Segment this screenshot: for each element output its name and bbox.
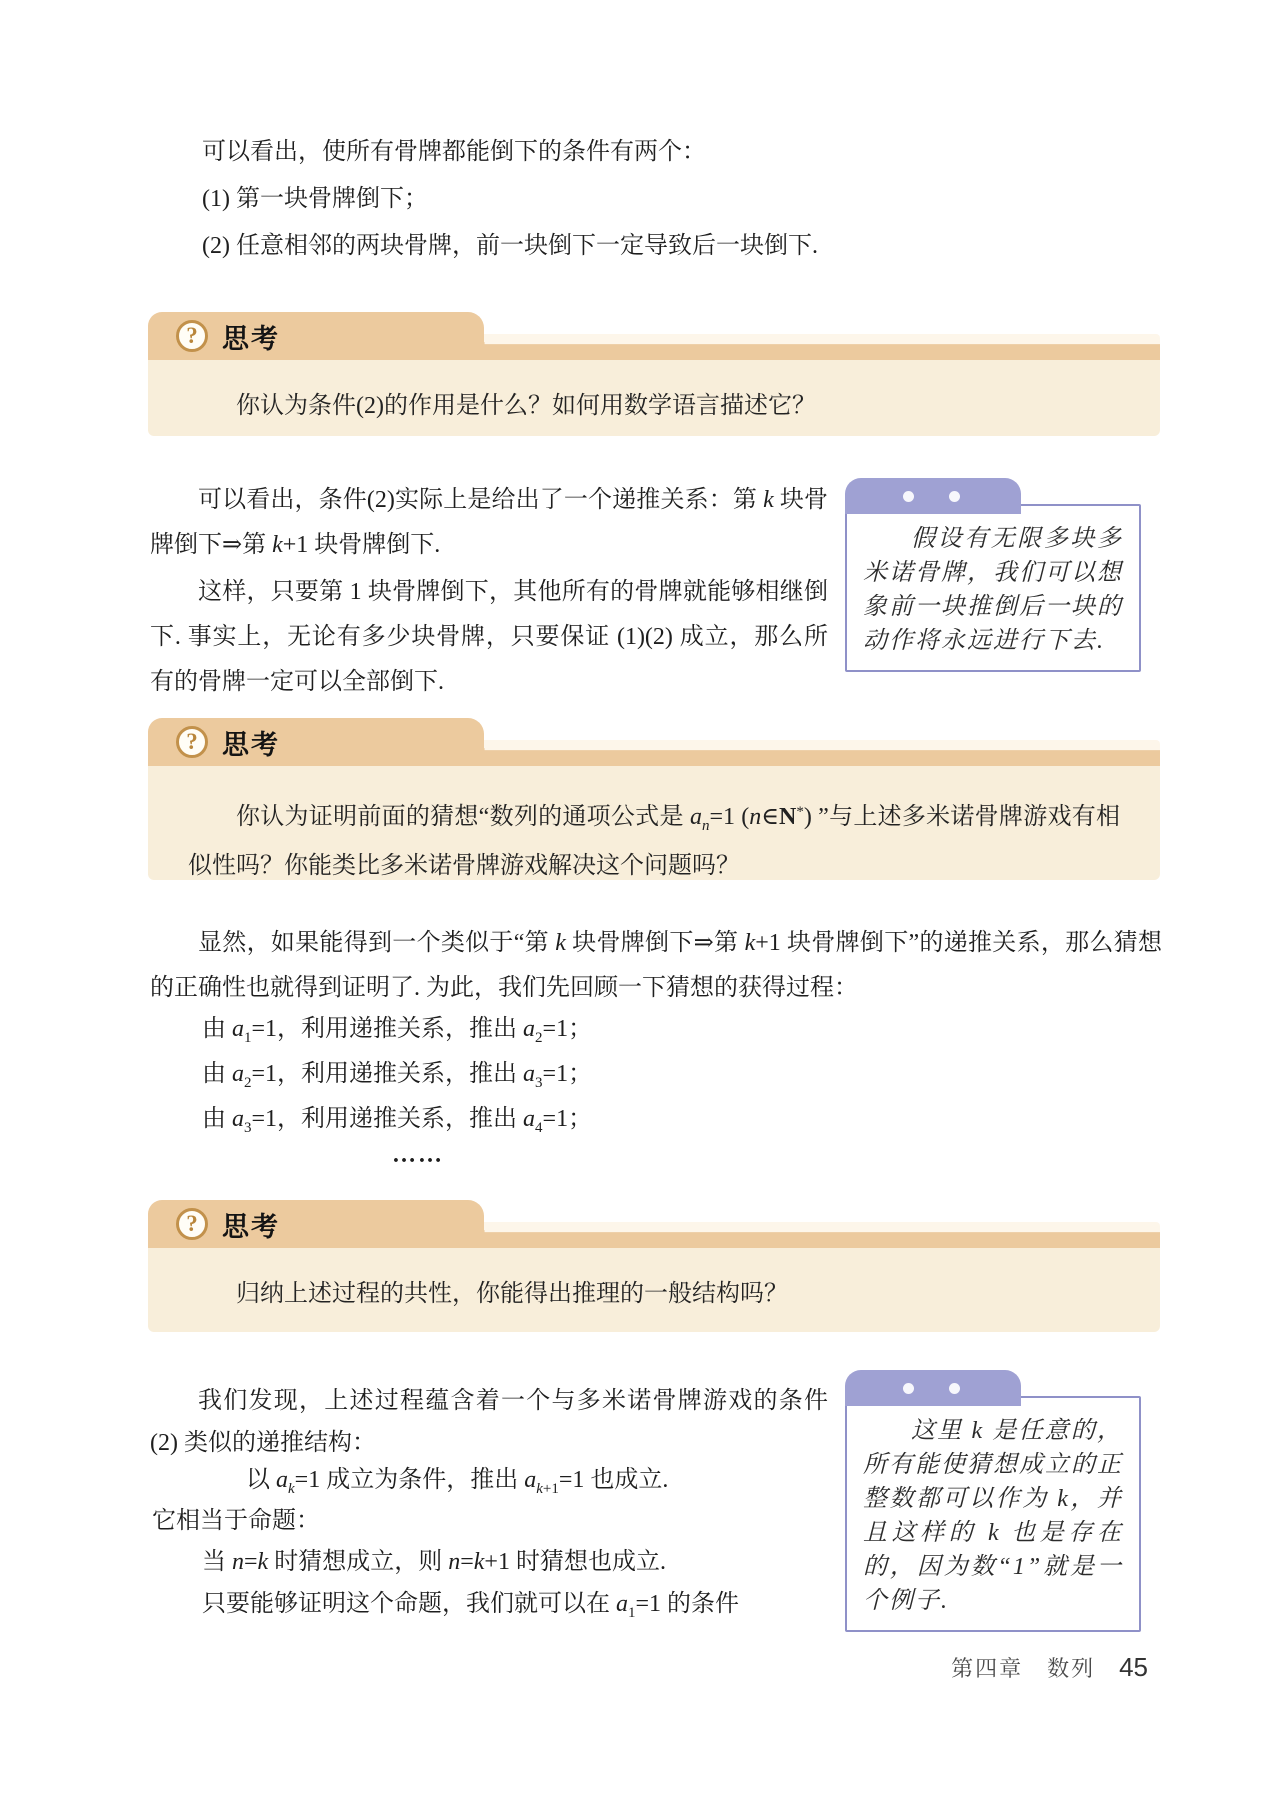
question-mark-icon: ?	[176, 320, 208, 352]
paragraph-all-fall: 这样，只要第 1 块骨牌倒下，其他所有的骨牌就能够相继倒下. 事实上，无论有多少块骨牌，只要保证 (1)(2) 成立，那么所有的骨牌一定可以全部倒下.	[150, 579, 828, 695]
think-label: 思考	[222, 323, 280, 354]
think-box-2	[148, 718, 1160, 880]
think-tab	[148, 718, 484, 766]
intro-line: 可以看出，使所有骨牌都能倒下的条件有两个：	[202, 139, 706, 165]
derivation-step-3: 由 $a_3=1$，利用递推关系，推出 $a_4=1$；	[202, 1106, 593, 1136]
think-box-3	[148, 1200, 1160, 1332]
side-note-text: 这里 k 是任意的，所有能使猜想成立的正整数都可以作为 k，并且这样的 k 也是存在的，因为数“1”就是一个例子.	[845, 1396, 1141, 1632]
think-box-header	[148, 718, 1160, 766]
think-tab	[148, 312, 484, 360]
question-mark-icon: ?	[176, 726, 208, 758]
note-binding-tab	[845, 1370, 1021, 1406]
recurrence-statement: 以 $a_k=1$ 成立为条件，推出 $a_{k+1}=1$ 也成立.	[246, 1467, 669, 1497]
question-mark-icon: ?	[176, 1208, 208, 1240]
think-box-header	[148, 1200, 1160, 1248]
paragraph-recurrence: 可以看出，条件(2)实际上是给出了一个递推关系：第 k 块骨牌倒下⇒第 k+1 块骨牌倒下.	[150, 487, 829, 558]
think-question: 归纳上述过程的共性，你能得出推理的一般结构吗？	[148, 1248, 1160, 1332]
induction-proposition: 当 n=k 时猜想成立，则 n=k+1 时猜想也成立.	[202, 1549, 666, 1575]
think-label: 思考	[222, 1211, 280, 1242]
footer-chapter-title: 第四章 数列	[951, 1656, 1096, 1681]
condition-item-2: (2) 任意相邻的两块骨牌，前一块倒下一定导致后一块倒下.	[202, 233, 818, 259]
derivation-step-1: 由 $a_1=1$，利用递推关系，推出 $a_2=1$；	[202, 1016, 593, 1046]
side-note-1	[845, 478, 1141, 672]
note-dot-icon	[949, 491, 960, 502]
think-box-1	[148, 312, 1160, 436]
think-tab	[148, 1200, 484, 1248]
note-binding-tab	[845, 478, 1021, 514]
paragraph-proof-idea: 显然，如果能得到一个类似于“第 k 块骨牌倒下⇒第 k+1 块骨牌倒下”的递推关系，那么猜想的正确性也就得到证明了. 为此，我们先回顾一下猜想的获得过程：	[150, 930, 1163, 1001]
think-question: 你认为证明前面的猜想“数列的通项公式是 $a_n=1$ (n∈N*) ”与上述多米诺骨牌游戏有相似性吗？你能类比多米诺骨牌游戏解决这个问题吗？	[148, 766, 1160, 880]
think-label: 思考	[222, 729, 280, 760]
side-note-2	[845, 1370, 1141, 1632]
note-dot-icon	[903, 1383, 914, 1394]
page-footer	[951, 1652, 1148, 1683]
think-box-header	[148, 312, 1160, 360]
think-question: 你认为条件(2)的作用是什么？如何用数学语言描述它？	[148, 360, 1160, 436]
side-note-text: 假设有无限多块多米诺骨牌，我们可以想象前一块推倒后一块的动作将永远进行下去.	[845, 504, 1141, 672]
note-dot-icon	[903, 491, 914, 502]
note-dot-icon	[949, 1383, 960, 1394]
equivalent-proposition-lead: 它相当于命题：	[152, 1508, 320, 1534]
condition-item-1: (1) 第一块骨牌倒下；	[202, 186, 428, 212]
ellipsis: ……	[392, 1142, 444, 1168]
footer-page-number: 45	[1119, 1652, 1148, 1682]
derivation-step-2: 由 $a_2=1$，利用递推关系，推出 $a_3=1$；	[202, 1061, 593, 1091]
conclusion-line: 只要能够证明这个命题，我们就可以在 $a_1=1$ 的条件	[202, 1591, 740, 1621]
paragraph-discovery: 我们发现，上述过程蕴含着一个与多米诺骨牌游戏的条件 (2) 类似的递推结构：	[150, 1388, 828, 1456]
